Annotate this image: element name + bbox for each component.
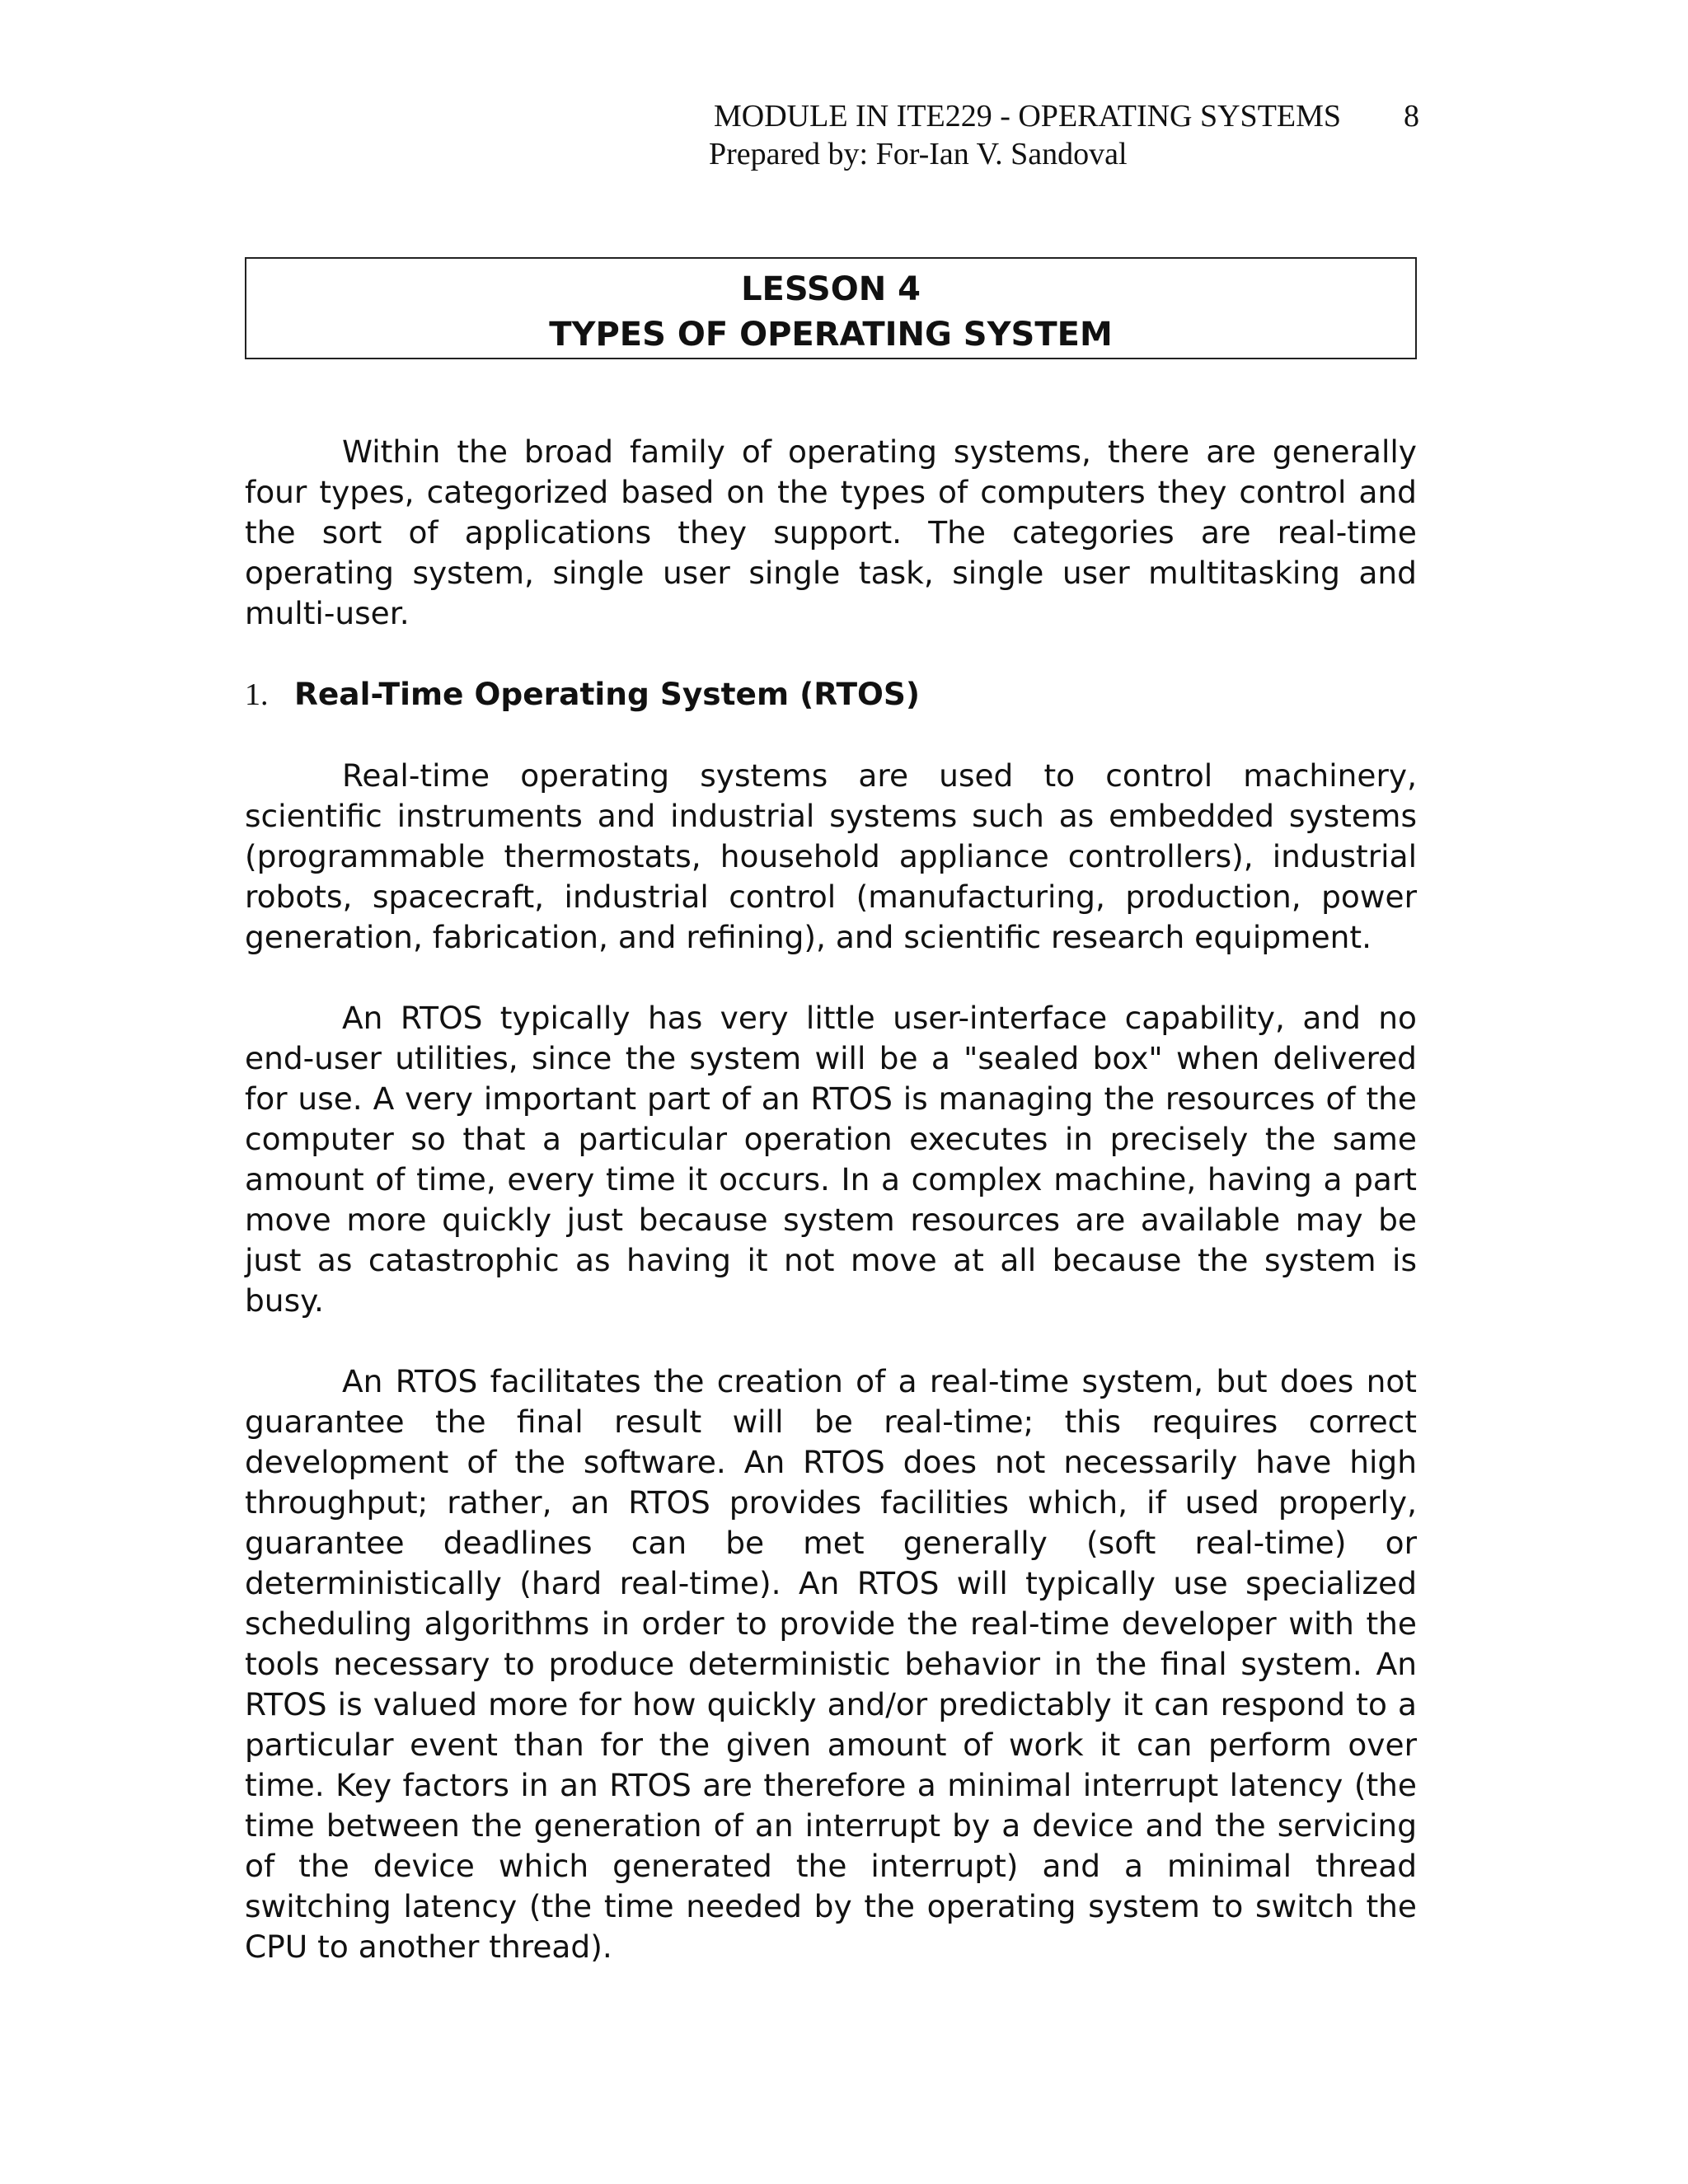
intro-paragraph: Within the broad family of operating systems, there are generally four types, categorized based on the types of computers they control and the sort of applications they support. The categories are real-time operating system, single user single task, single user multitasking and multi-user. — [245, 434, 1417, 631]
prepared-by: Prepared by: For-Ian V. Sandoval — [709, 137, 1128, 171]
section-heading — [245, 674, 1417, 715]
page-number: 8 — [1404, 99, 1419, 134]
body-paragraph: An RTOS typically has very little user-interface capability, and no end-user utilities, since the system will be a "sealed box" when delivered for use. A very important part of an RTOS is managing the resources of the computer so that a particular operation executes in precisely the same amount of time, every time it occurs. In a complex machine, having a part move more quickly just because system resources are available may be just as catastrophic as having it not move at all because the system is busy. — [245, 1000, 1417, 1319]
module-title: MODULE IN ITE229 - OPERATING SYSTEMS — [714, 99, 1342, 134]
document-body — [245, 432, 1417, 2008]
lesson-title: TYPES OF OPERATING SYSTEM — [549, 316, 1113, 354]
body-paragraph: An RTOS facilitates the creation of a real-time system, but does not guarantee the final result will be real-time; this requires correct development of the software. An RTOS does not necessarily have high throughput; rather, an RTOS provides facilities which, if used properly, guarantee deadlines can be met generally (soft real-time) or deterministically (hard real-time). An RTOS will typically use specialized scheduling algorithms in order to provide the real-time developer with the tools necessary to produce deterministic behavior in the final system. An RTOS is valued more for how quickly and/or predictably it can respond to a particular event than for the given amount of work it can perform over time. Key factors in an RTOS are therefore a minimal interrupt latency (the time between the generation of an interrupt by a device and the servicing of the device which generated the interrupt) and a minimal thread switching latency (the time needed by the operating system to switch the CPU to another thread). — [245, 1363, 1417, 1965]
header-line — [709, 97, 1434, 135]
section-title: Real-Time Operating System (RTOS) — [294, 676, 921, 712]
lesson-number: LESSON 4 — [741, 270, 921, 308]
page-header — [709, 97, 1434, 173]
lesson-title-box — [245, 257, 1417, 359]
body-paragraph: Real-time operating systems are used to control machinery, scientific instruments and industrial systems such as embedded systems (programmable thermostats, household appliance controllers), industrial robots, spacecraft, industrial control (manufacturing, production, power generation, fabrication, and refining), and scientific research equipment. — [245, 757, 1417, 955]
section-number: 1. — [245, 677, 269, 712]
